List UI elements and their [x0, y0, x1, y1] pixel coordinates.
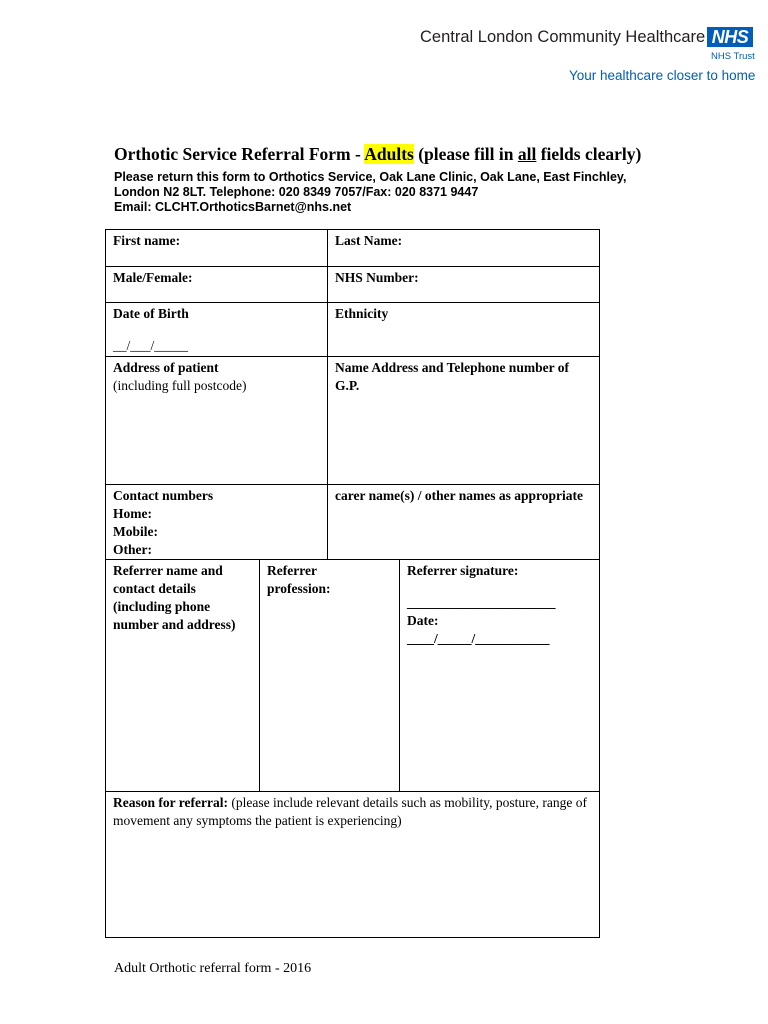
signature-blank: ______________________	[407, 595, 556, 610]
referral-form-table	[105, 229, 600, 938]
dob-label: Date of Birth	[113, 306, 189, 321]
date-blank: ____/_____/___________	[407, 631, 550, 646]
form-row	[106, 303, 600, 357]
other-label: Other:	[113, 542, 152, 557]
instructions-line-1: Please return this form to Orthotics Service, Oak Lane Clinic, Oak Lane, East Finchley,	[114, 170, 627, 184]
referrer-details-label: Referrer name and contact details	[113, 563, 223, 596]
mobile-label: Mobile:	[113, 524, 158, 539]
title-mid: (please fill in	[413, 144, 518, 164]
form-row	[106, 267, 600, 303]
organisation-name: Central London Community Healthcare	[420, 28, 706, 46]
return-instructions	[114, 170, 626, 215]
address-note: (including full postcode)	[113, 378, 247, 393]
referrer-details-field[interactable]	[106, 560, 260, 792]
title-underlined: all	[517, 144, 537, 164]
dob-field[interactable]	[106, 303, 328, 357]
home-label: Home:	[113, 506, 152, 521]
sex-field[interactable]: Male/Female:	[106, 267, 328, 303]
dob-blank: __/___/_____	[113, 338, 189, 353]
last-name-field[interactable]: Last Name:	[328, 230, 600, 267]
title-highlight: Adults	[364, 144, 414, 164]
reason-for-referral-field[interactable]	[106, 792, 600, 938]
first-name-field[interactable]: First name:	[106, 230, 328, 267]
address-label: Address of patient	[113, 360, 219, 375]
address-field[interactable]	[106, 357, 328, 485]
carer-names-field[interactable]: carer name(s) / other names as appropriate	[328, 485, 600, 560]
nhs-trust-label: NHS Trust	[711, 51, 755, 62]
referrer-details-note: (including phone number and address)	[113, 599, 236, 632]
referrer-profession-label-1: Referrer	[267, 563, 317, 578]
footer-text: Adult Orthotic referral form - 2016	[114, 961, 312, 976]
ethnicity-field[interactable]: Ethnicity	[328, 303, 600, 357]
nhs-number-field[interactable]: NHS Number:	[328, 267, 600, 303]
contact-numbers-field[interactable]	[106, 485, 328, 560]
referrer-profession-field[interactable]	[260, 560, 400, 792]
form-row	[106, 485, 600, 560]
nhs-logo: NHS	[707, 27, 753, 47]
date-label: Date:	[407, 613, 439, 628]
referrer-signature-label: Referrer signature:	[407, 563, 519, 578]
instructions-line-3: Email: CLCHT.OrthoticsBarnet@nhs.net	[114, 200, 352, 214]
contact-numbers-label: Contact numbers	[113, 488, 214, 503]
reason-note: (please include relevant details such as mobility, posture, range of movement any symptoms the patient is experiencing)	[113, 795, 587, 828]
form-row	[106, 230, 600, 267]
instructions-line-2: London N2 8LT. Telephone: 020 8349 7057/Fax: 020 8371 9447	[114, 185, 479, 199]
reason-label: Reason for referral:	[113, 795, 228, 810]
referrer-signature-field[interactable]	[400, 560, 600, 792]
title-suffix: fields clearly)	[536, 144, 642, 164]
gp-details-field[interactable]: Name Address and Telephone number of G.P.	[328, 357, 600, 485]
form-title	[114, 144, 641, 165]
tagline: Your healthcare closer to home	[569, 68, 756, 83]
referrer-profession-label-2: profession:	[267, 581, 331, 596]
form-row	[106, 792, 600, 938]
title-prefix: Orthotic Service Referral Form -	[114, 144, 365, 164]
form-row	[106, 357, 600, 485]
form-row	[106, 560, 600, 792]
